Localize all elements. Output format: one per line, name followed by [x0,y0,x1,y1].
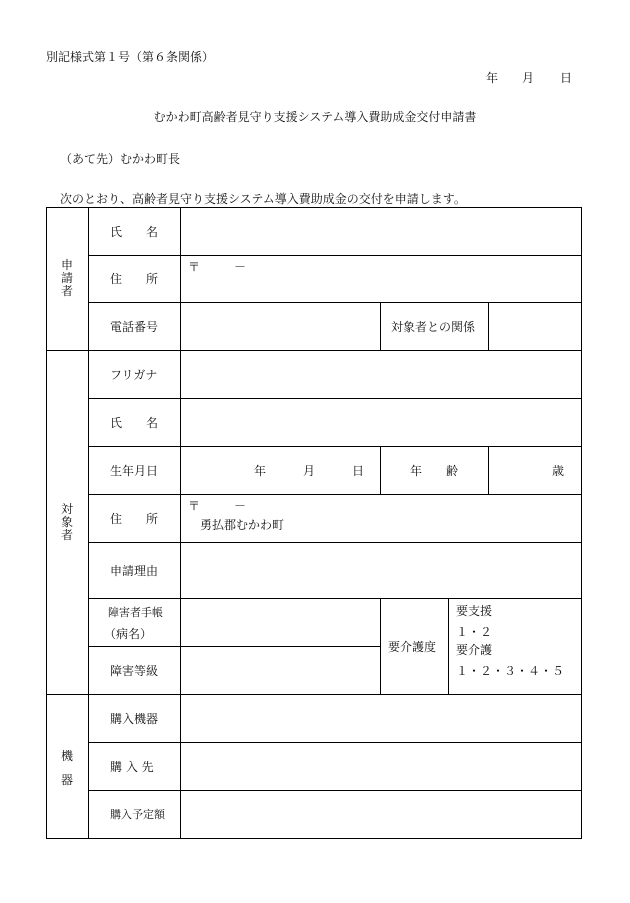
row-line [88,494,582,495]
care-label-divider [448,598,449,694]
birth-month-unit: 月 [303,463,316,478]
section-label-device-1: 機 [60,749,74,763]
row-line [88,742,582,743]
subject-furigana-label: フリガナ [110,367,158,382]
subject-postal-mark: 〒 [188,499,201,513]
applicant-address-label: 住 所 [110,272,159,286]
handbook-care-divider [380,598,381,694]
row-line [88,255,582,256]
subject-postal-dash: － [234,499,247,513]
section-label-device-2: 器 [60,773,74,787]
section-label-subject: 対象者 [60,502,73,542]
support-levels: １・２ [456,625,493,639]
age-value-divider [488,446,489,494]
care-label: 要介護 [456,643,493,657]
support-label: 要支援 [456,604,493,618]
table-border-bottom [46,838,582,839]
vendor-label: 購 入 先 [110,759,154,774]
applicant-postal-dash: － [234,260,247,274]
table-border-left [46,207,47,839]
purchase-device-label: 購入機器 [110,711,159,726]
planned-amount-label: 購入予定額 [110,808,165,821]
subject-name-label: 氏 名 [110,415,159,430]
form-number: 別記様式第１号（第６条関係） [46,50,215,64]
phone-relation-divider [380,302,381,350]
row-line [88,598,582,599]
disease-name-label: （病名） [104,627,153,641]
applicant-relation-label: 対象者との関係 [391,319,476,334]
birth-age-divider [380,446,381,494]
subject-address-label: 住 所 [110,511,159,526]
birth-day-unit: 日 [352,463,365,478]
date-month-label: 月 [522,71,535,85]
date-day-label: 日 [560,71,573,85]
row-line [88,302,582,303]
subject-town: 勇払郡むかわ町 [200,518,285,532]
intro-text: 次のとおり、高齢者見守り支援システム導入費助成金の交付を申請します。 [60,192,466,206]
page-title: むかわ町高齢者見守り支援システム導入費助成金交付申請書 [153,110,477,124]
row-line [88,398,582,399]
row-line [88,446,582,447]
subject-reason-label: 申請理由 [110,563,159,578]
disability-grade-label: 障害等級 [110,663,159,678]
age-unit: 歳 [552,463,565,478]
relation-value-divider [488,302,489,350]
care-levels: １・２・３・４・５ [456,664,565,678]
row-line [88,542,582,543]
addressee: （あて先）むかわ町長 [60,152,181,166]
care-level-label: 要介護度 [388,639,437,654]
applicant-phone-label: 電話番号 [110,319,159,334]
subject-age-label: 年 齢 [410,463,459,478]
applicant-postal-mark: 〒 [188,260,201,274]
birth-year-unit: 年 [254,463,267,478]
subject-birth-label: 生年月日 [110,463,159,478]
section-label-applicant: 申請者 [60,258,73,298]
date-year-label: 年 [486,71,499,85]
applicant-name-label: 氏 名 [110,224,159,239]
handbook-label: 障害者手帳 [108,606,163,619]
